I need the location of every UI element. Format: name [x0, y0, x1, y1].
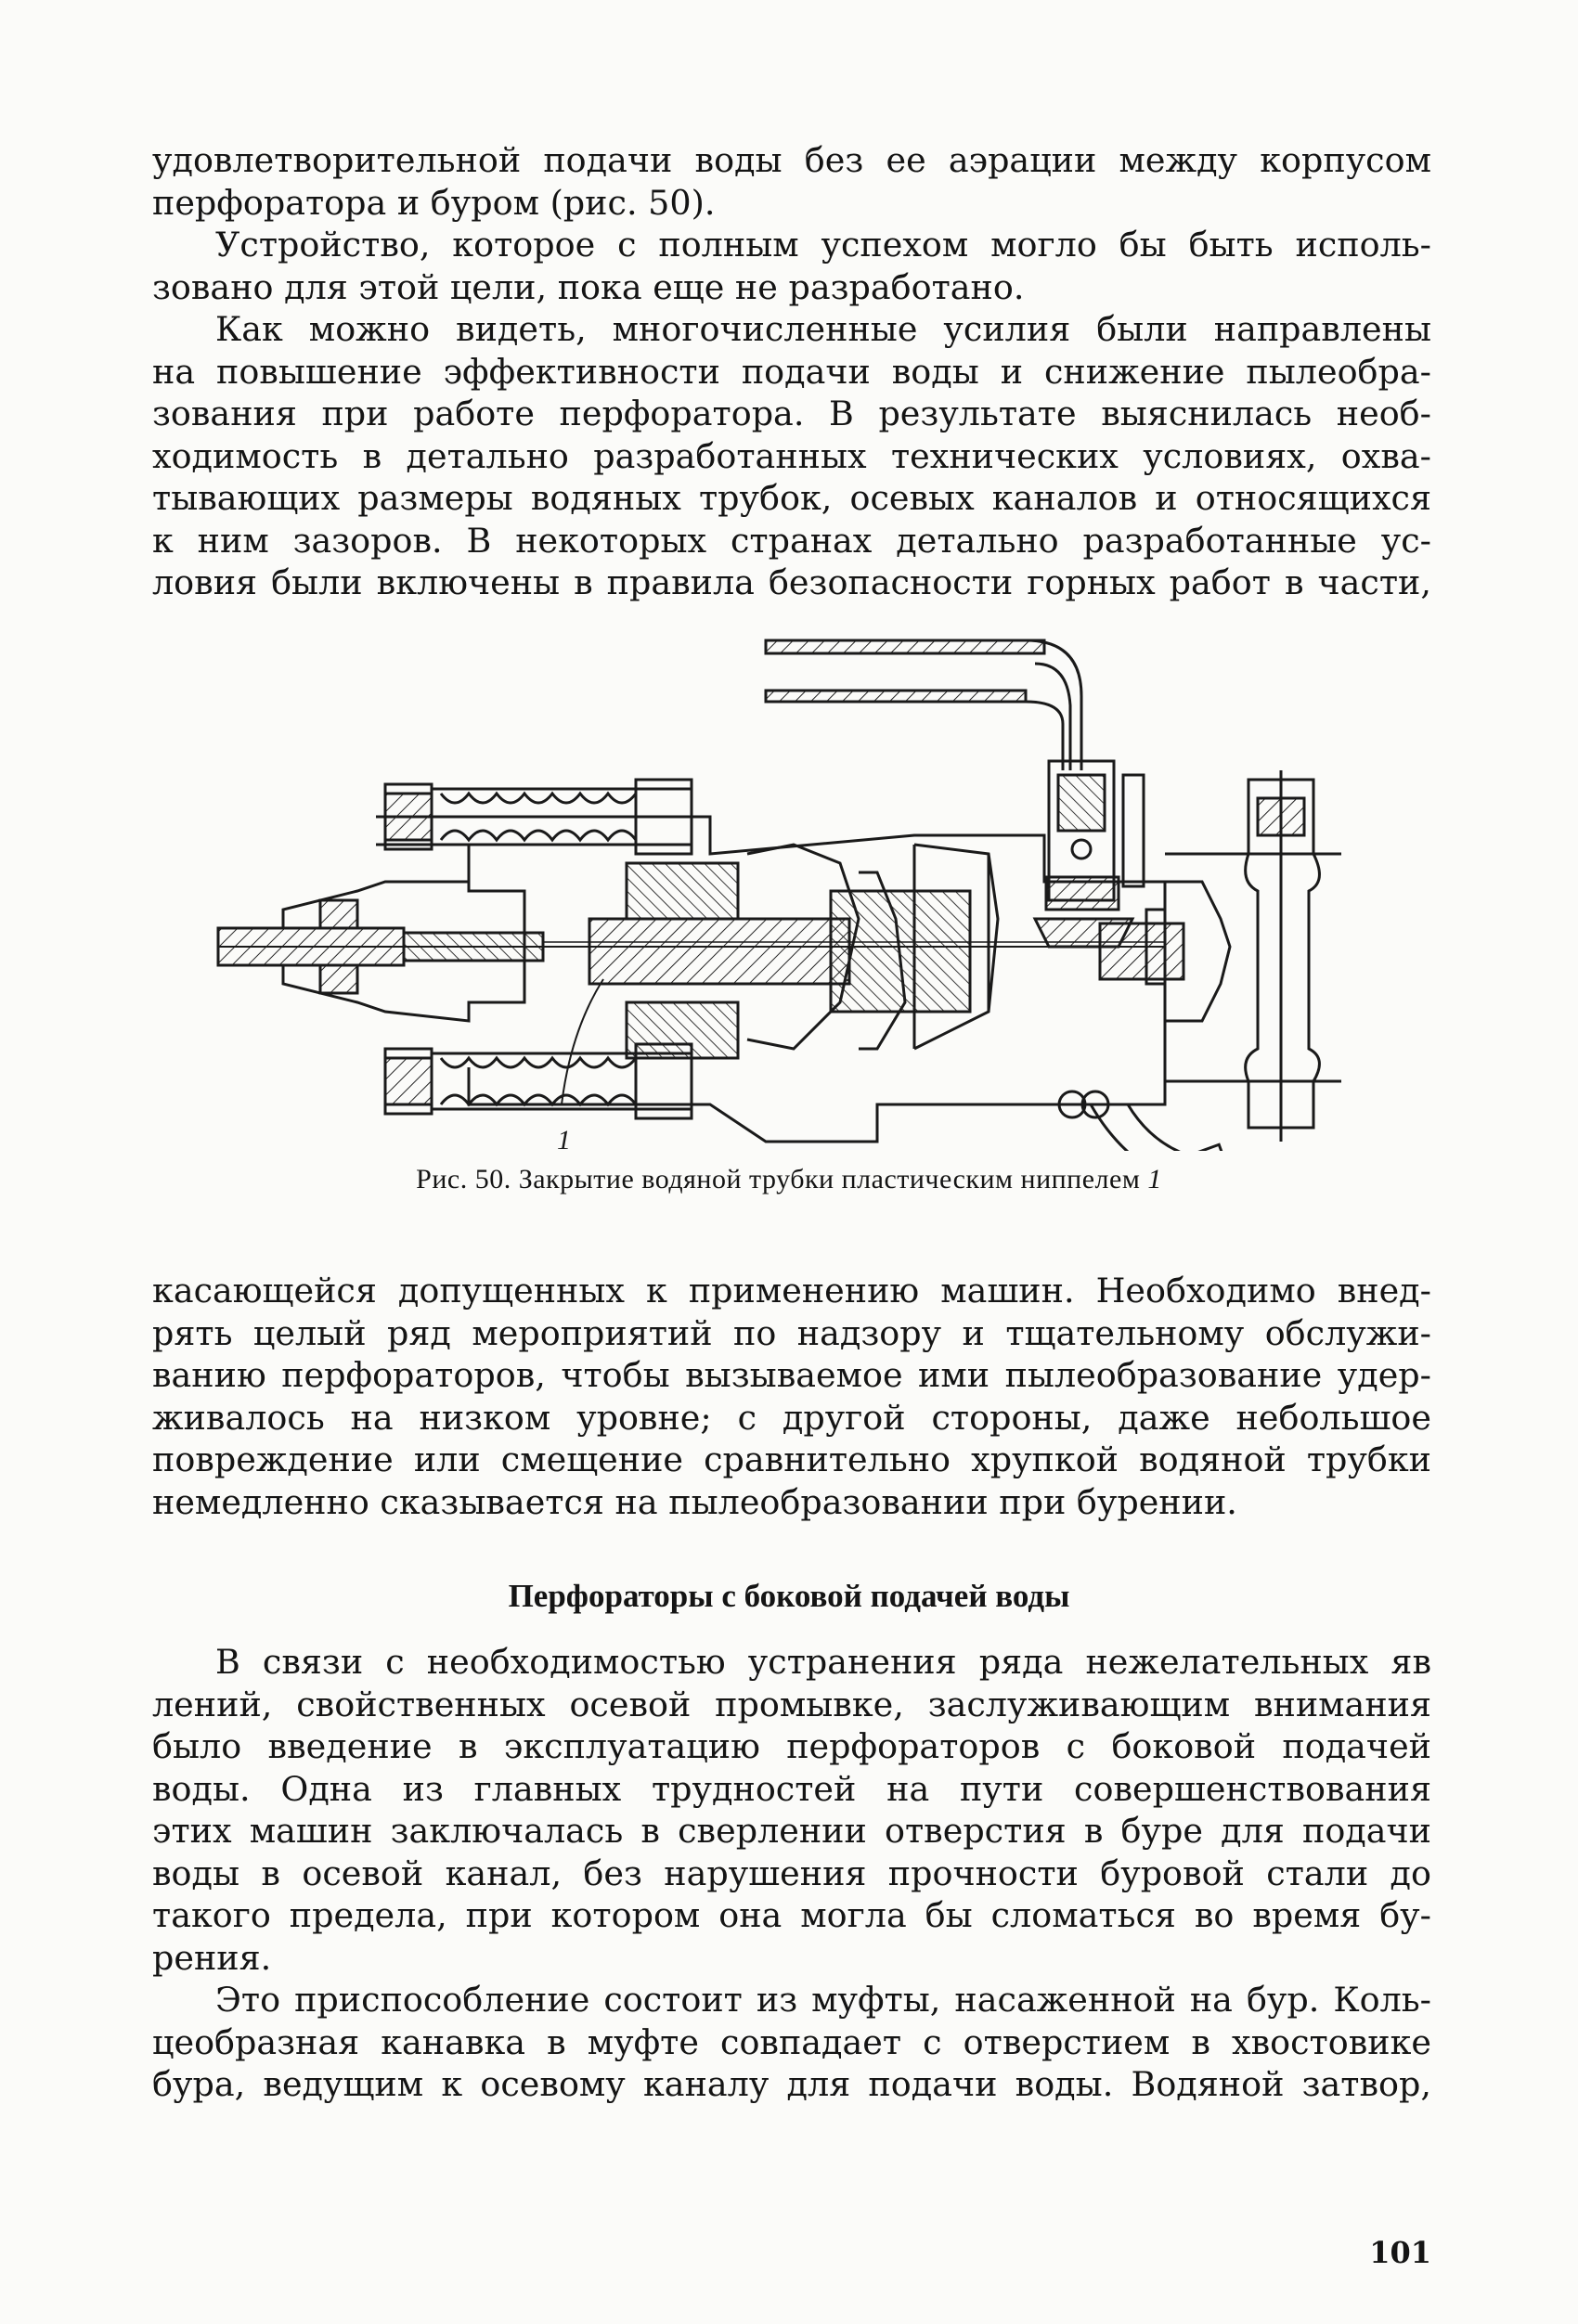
text-line: цеобразная канавка в муфте совпадает с отверстием в хвостовике	[152, 2021, 1431, 2062]
paragraph-3	[152, 308, 1431, 604]
text-line: касающейся допущенных к применению машин. Необходимо внед-	[152, 1271, 1431, 1310]
text-line: такого предела, при котором она могла бы сломаться во время бу-	[152, 1895, 1431, 1935]
text-line: ловия были включены в правила безопасности горных работ в части,	[152, 562, 1431, 602]
text-block-bottom	[152, 1641, 1431, 2106]
text-line: рения.	[152, 1937, 272, 1978]
text-line: на повышение эффективности подачи воды и снижение пылеобра-	[152, 351, 1431, 392]
text-line: тывающих размеры водяных трубок, осевых каналов и относящихся	[152, 478, 1431, 518]
text-line: Как можно видеть, многочисленные усилия были направлены	[215, 309, 1431, 349]
paragraph-4	[152, 1270, 1431, 1523]
text-line: В связи с необходимостью устранения ряда нежелательных яв	[215, 1642, 1431, 1682]
text-block-middle	[152, 1270, 1431, 1523]
text-line: бура, ведущим к осевому каналу для подачи воды. Водяной затвор,	[152, 2064, 1431, 2104]
rock-drill-cross-section-figure	[190, 613, 1383, 1151]
handle	[1221, 770, 1341, 1142]
text-line: перфоратора и буром (рис. 50).	[152, 182, 716, 223]
text-line: ходимость в детально разработанных технических условиях, охва-	[152, 435, 1431, 476]
text-line: этих машин заключалась в сверлении отверстия в буре для подачи	[152, 1811, 1431, 1851]
rear-head	[1100, 854, 1239, 1081]
page-number: 101	[1369, 2235, 1431, 2270]
paragraph-6	[152, 1979, 1431, 2106]
paragraph-2	[152, 224, 1431, 308]
paragraph-1	[152, 139, 1431, 224]
text-line: живалось на низком уровне; с другой стороны, даже небольшое	[152, 1397, 1431, 1438]
text-line: повреждение или смещение сравнительно хрупкой водяной трубки	[152, 1440, 1431, 1479]
text-line: ванию перфораторов, чтобы вызываемое ими пылеобразование удер-	[152, 1355, 1431, 1395]
figure-caption-text: Рис. 50. Закрытие водяной трубки пластическим ниппелем	[416, 1164, 1141, 1194]
water-valve	[1035, 761, 1144, 947]
text-line: лений, свойственных осевой промывке, заслуживающим внимания	[152, 1684, 1431, 1724]
text-line: зовано для этой цели, пока еще не разработано.	[152, 266, 1025, 307]
section-heading: Перфораторы с боковой подачей воды	[508, 1578, 1070, 1614]
paragraph-5	[152, 1641, 1431, 1979]
text-line: воды в осевой канал, без нарушения прочности буровой стали до	[152, 1853, 1431, 1893]
figure-caption	[0, 1164, 1578, 1195]
exhaust-elbow	[1059, 1091, 1238, 1151]
text-line: к ним зазоров. В некоторых странах детально разработанные ус-	[152, 520, 1431, 561]
text-line: Устройство, которое с полным успехом могло бы быть исполь-	[215, 225, 1431, 265]
text-line: воды. Одна из главных трудностей на пути совершенствования	[152, 1768, 1431, 1809]
text-line: рять целый ряд мероприятий по надзору и тщательному обслужи-	[152, 1312, 1431, 1353]
text-line: зования при работе перфоратора. В результате выяснилась необ-	[152, 394, 1431, 433]
text-line: было введение в эксплуатацию перфораторов с боковой подачей	[152, 1726, 1431, 1766]
figure-caption-number: 1	[1147, 1164, 1162, 1194]
text-line: удовлетворительной подачи воды без ее аэрации между корпусом	[152, 140, 1431, 180]
text-block-top	[152, 139, 1431, 604]
text-line: Это приспособление состоит из муфты, насаженной на бур. Коль-	[215, 1980, 1431, 2020]
water-supply-pipe	[766, 640, 1081, 770]
text-line: немедленно сказывается на пылеобразовании при бурении.	[152, 1481, 1237, 1522]
callout-leader-line	[562, 979, 603, 1104]
callout-label: 1	[557, 1125, 571, 1151]
